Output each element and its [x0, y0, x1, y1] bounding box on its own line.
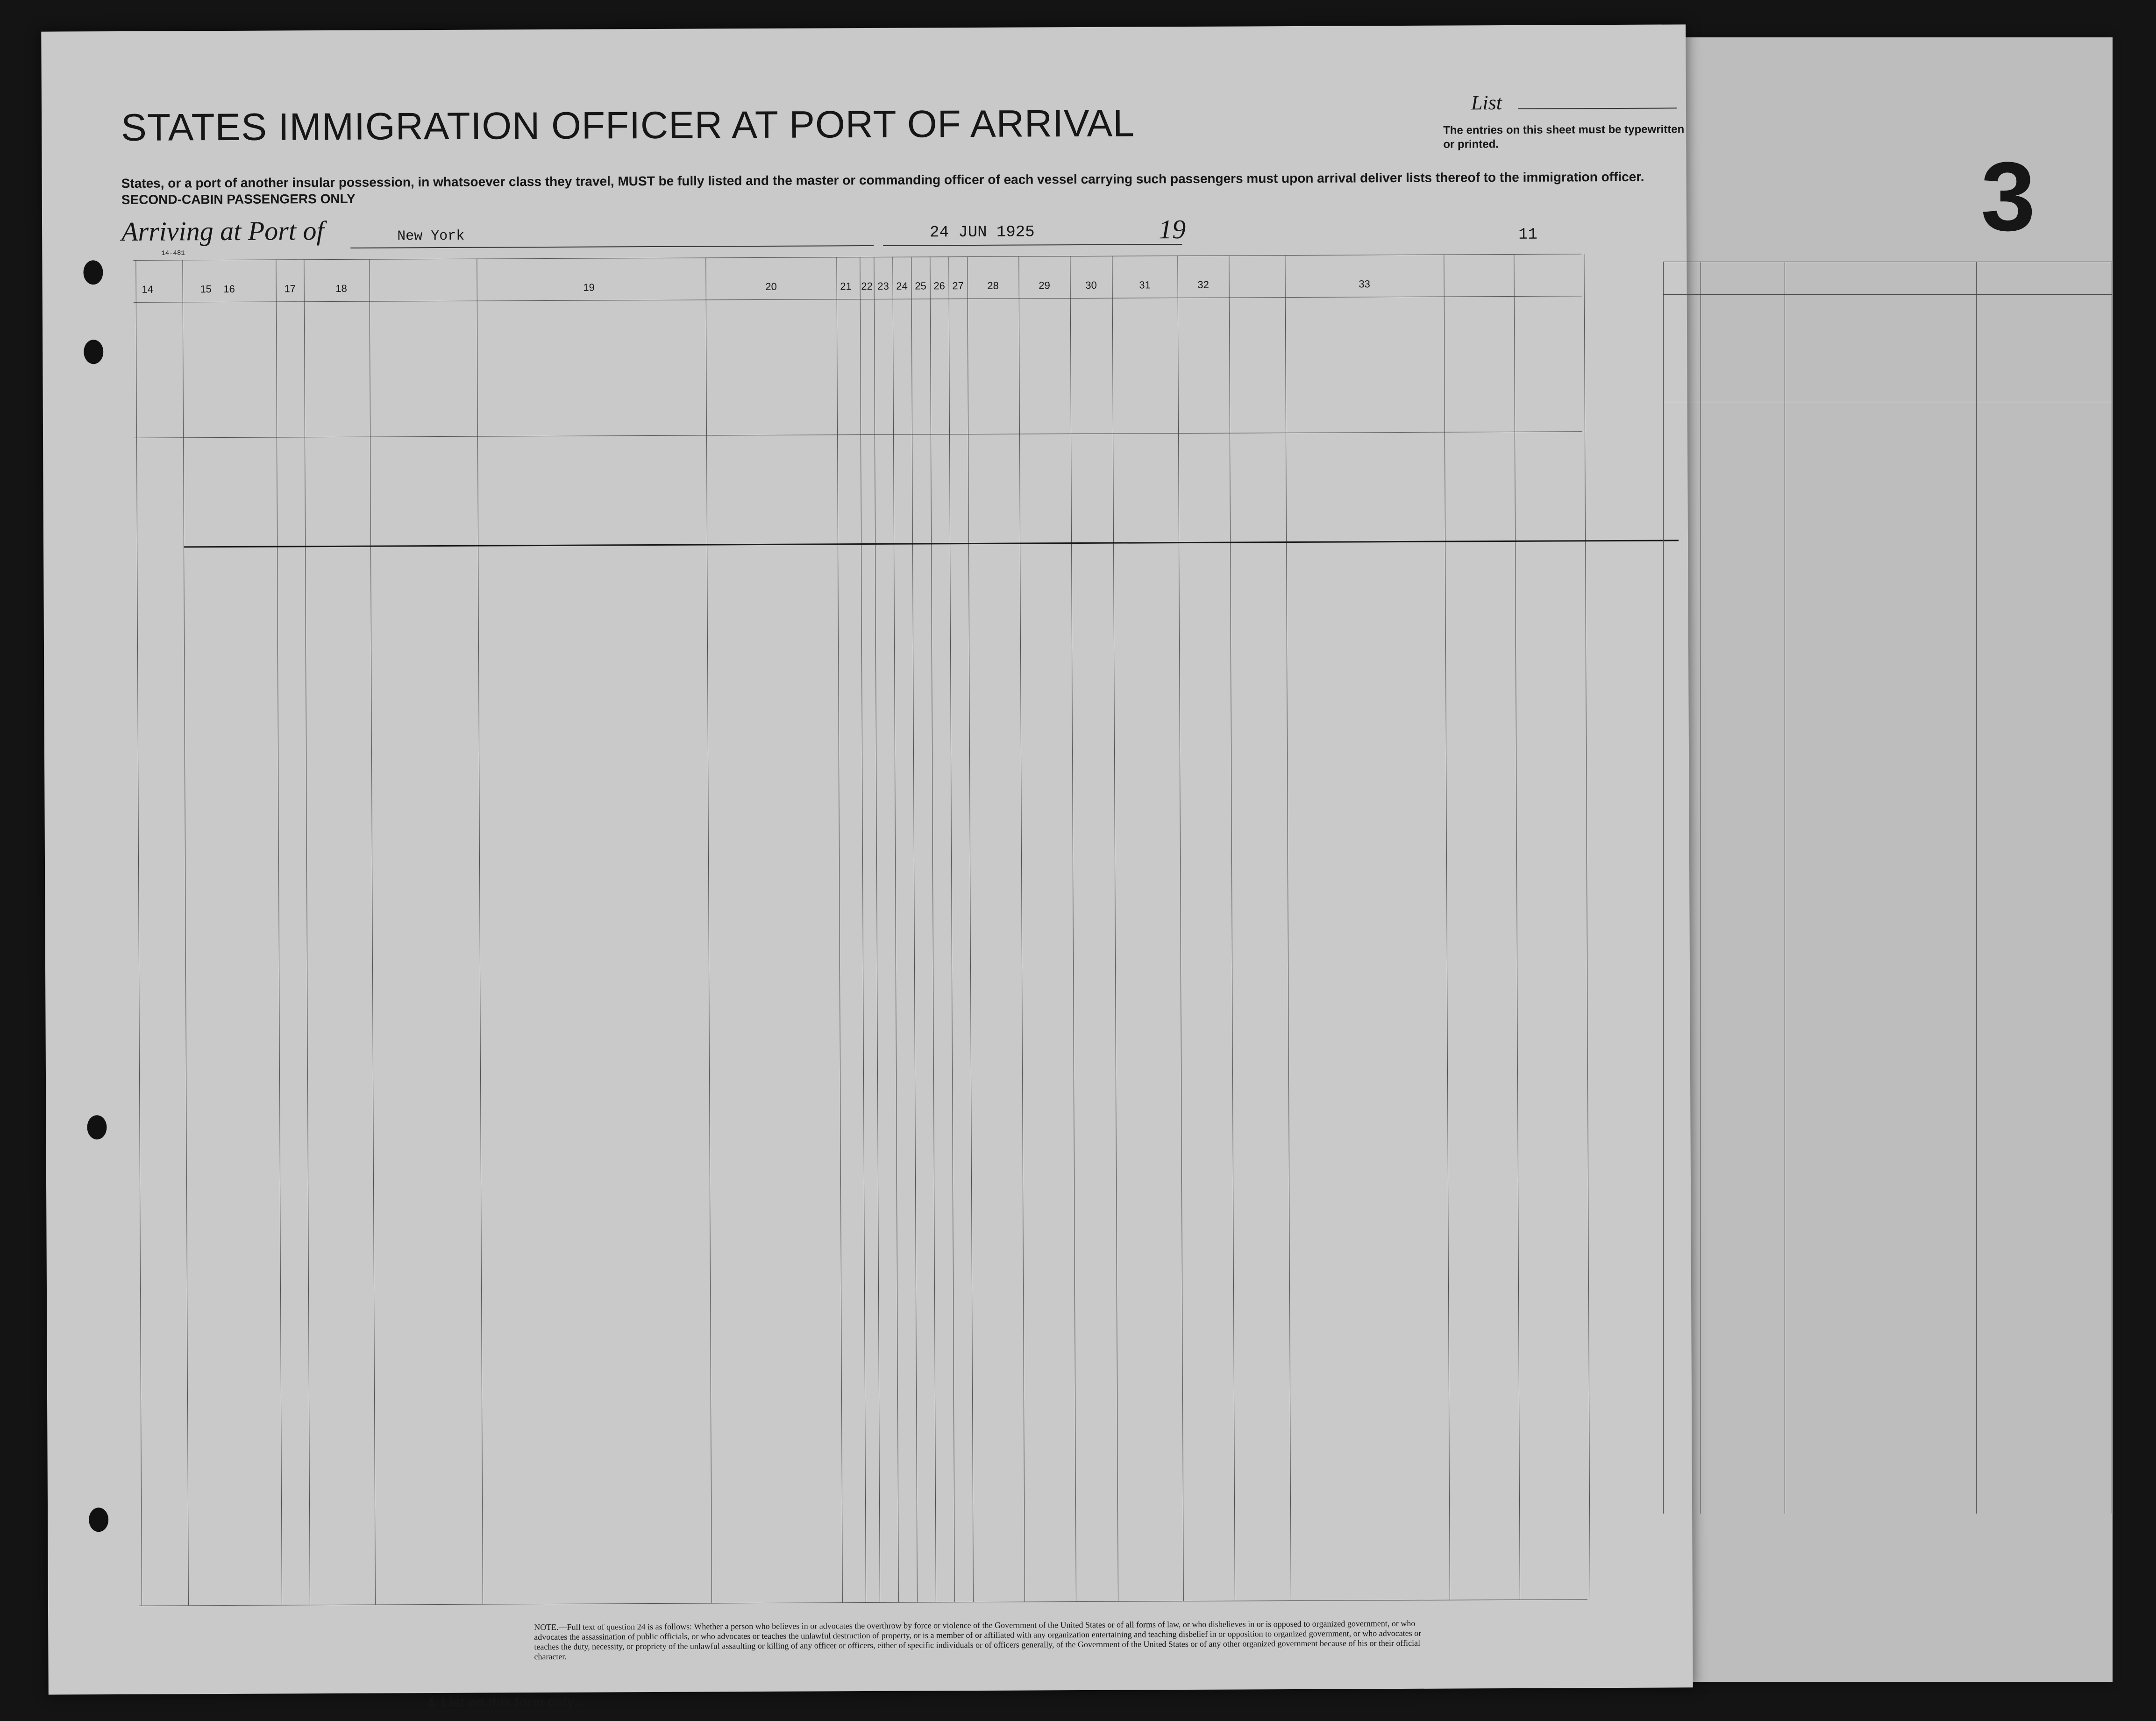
form-code: 14-481 [161, 249, 185, 257]
column-rule [892, 257, 899, 1602]
column-header-city [1515, 389, 1585, 390]
column-header-c18-where [370, 394, 426, 395]
port-value: New York [397, 228, 465, 245]
column-number: 26 [933, 280, 945, 292]
column-number: 18 [335, 282, 347, 294]
column-number: 33 [1359, 278, 1370, 290]
column-rule [1584, 254, 1590, 1599]
column-header-c23 [876, 308, 877, 430]
visa-column-rule [1976, 262, 1977, 1514]
column-rule [705, 257, 712, 1603]
column-number: 15 [200, 283, 212, 295]
date-line [883, 244, 1182, 246]
binder-hole [83, 260, 103, 284]
column-rule [1177, 256, 1184, 1601]
column-number: 29 [1039, 279, 1050, 292]
column-rule [930, 256, 936, 1602]
column-rule [874, 257, 880, 1602]
typewritten-notice: The entries on this sheet must be typewritten or printed. [1443, 123, 1685, 151]
column-rule [304, 259, 310, 1605]
column-number: 24 [896, 280, 908, 292]
list-label: List [1471, 91, 1502, 114]
document-title: STATES IMMIGRATION OFFICER AT PORT OF ARRIVAL [121, 102, 1135, 149]
sheet-number: 3 [1981, 142, 2035, 251]
visa-rule [1663, 294, 2112, 295]
column-rule [860, 257, 866, 1602]
binder-hole [84, 340, 103, 364]
instructions: States, or a port of another insular possession, in whatsoever class they travel, MUST be fully listed and the master or commanding officer of each vessel carrying such passengers must upon arrival deliver lists thereof to the immigration officer. [121, 169, 1644, 191]
list-line [1518, 107, 1677, 109]
column-header-c15 [187, 311, 188, 433]
column-rule [948, 256, 955, 1602]
column-number: 32 [1197, 278, 1209, 291]
column-header-c21 [839, 308, 840, 430]
list-number: 11 [1518, 226, 1538, 244]
right-page [1659, 37, 2113, 1682]
visa-column-rule [1663, 262, 1664, 1514]
column-header-c16 [220, 311, 276, 312]
column-rule [967, 256, 974, 1602]
column-rule [1229, 256, 1235, 1601]
column-rule [836, 257, 843, 1602]
column-number: 25 [915, 280, 926, 292]
column-number: 28 [987, 279, 999, 292]
table-top-rule [133, 254, 1581, 261]
column-number: 17 [284, 283, 296, 295]
column-number: 14 [142, 283, 153, 295]
column-rule [182, 260, 189, 1605]
footnote-bottom: 4. List on this form only... [427, 1694, 584, 1710]
column-rule [369, 259, 376, 1605]
column-number: 19 [583, 281, 595, 293]
column-rule [1070, 256, 1076, 1601]
binder-hole [87, 1115, 107, 1139]
header-rule [134, 296, 1582, 303]
passenger-class: SECOND-CABIN PASSENGERS ONLY [121, 191, 356, 207]
column-rule [135, 260, 142, 1606]
column-number: 16 [223, 283, 235, 295]
binder-hole [89, 1508, 108, 1532]
column-rule [1444, 255, 1450, 1600]
port-line [350, 245, 874, 249]
column-header-c26 [932, 308, 933, 429]
year-prefix: 19 [1158, 214, 1186, 245]
column-number: 21 [840, 280, 852, 292]
header-bottom-rule [134, 431, 1582, 438]
column-number: 31 [1139, 279, 1151, 291]
column-number: 20 [765, 280, 777, 292]
arriving-label: Arriving at Port of [121, 215, 324, 247]
column-rule [911, 257, 918, 1602]
table-bottom-rule [139, 1599, 1587, 1606]
column-rule [1514, 254, 1520, 1600]
column-rule [1018, 256, 1025, 1602]
column-rule [477, 259, 483, 1604]
column-header-c30 [1229, 353, 1285, 354]
column-rule [1285, 255, 1291, 1600]
column-header-c20 [706, 308, 837, 309]
date-stamp: 24 JUN 1925 [930, 223, 1035, 242]
column-rule [276, 260, 282, 1605]
column-header-c28 [1112, 316, 1178, 317]
column-header-c22 [862, 308, 863, 430]
column-header-c24 [895, 308, 896, 430]
footnote-text: NOTE.—Full text of question 24 is as follows: Whether a person who believes in or advocates the overthrow by force or violence of the Government of the United States or of all forms of law, or who disbelieves in or is opposed to organized government, or who advocates the assassination of public officials, or who advocates or teaches the unlawful destruction of property, or is a member of or affiliated with any organization entertaining and teaching disbelief in or opposition to organized government, or who advocates or teaches the duty, necessity, or propriety of the unlawful assaulting or killing of any officer or officers, either of specific individuals or of officers generally, of the Government of the United States or of any other organized government because of his or their official character. [534, 1618, 1422, 1662]
column-header-c31 [1285, 311, 1346, 312]
column-number: 23 [877, 280, 889, 292]
column-header-c19 [477, 346, 706, 347]
manifest-sheet [41, 24, 1693, 1710]
column-number: 22 [861, 280, 873, 292]
column-rule [1112, 256, 1118, 1601]
column-number: 30 [1085, 279, 1097, 291]
column-number: 27 [952, 280, 964, 292]
